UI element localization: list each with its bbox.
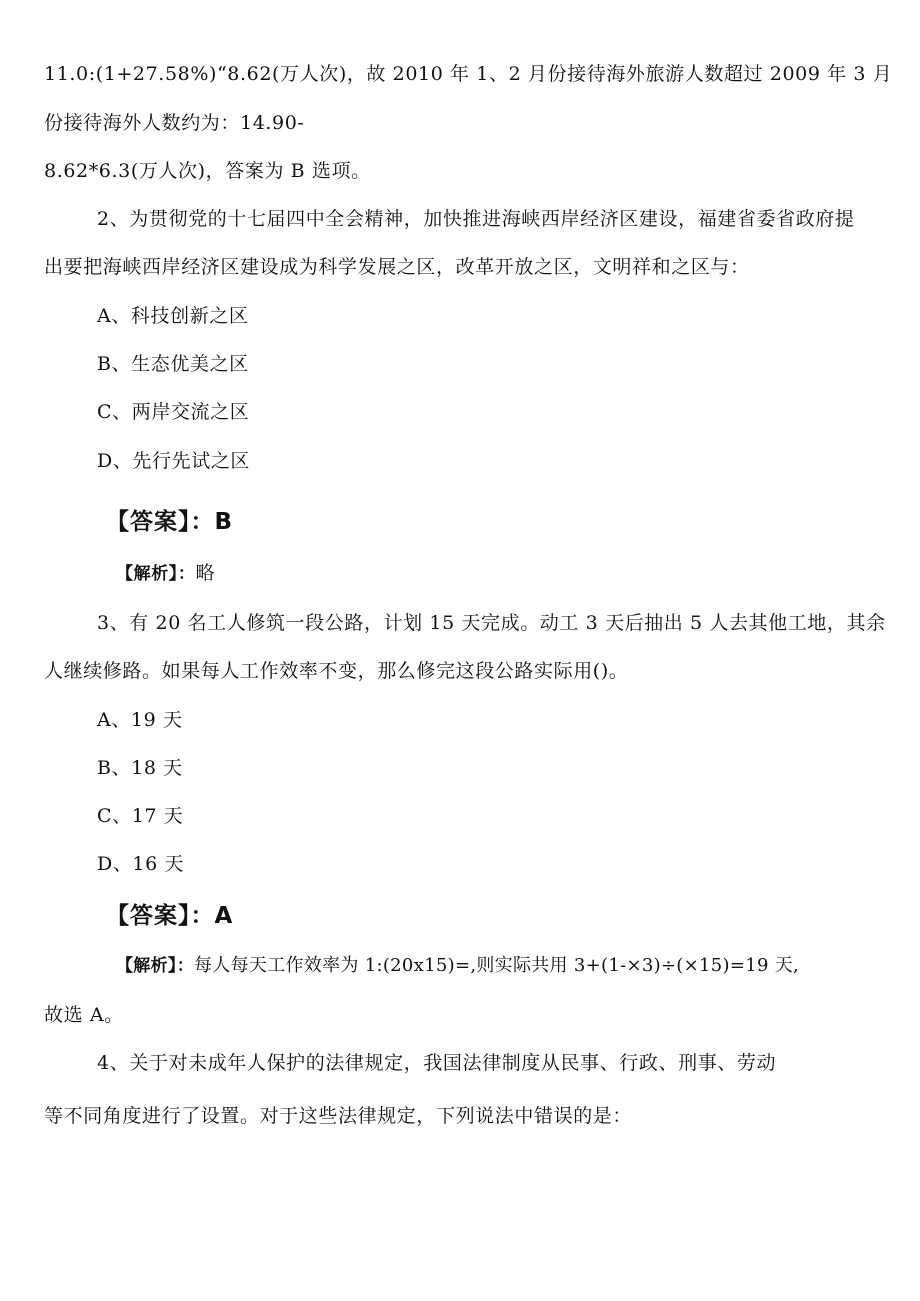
- q1-continuation-line-2: 份接待海外人数约为：14.90-: [44, 112, 305, 134]
- q2-answer-value: B: [214, 509, 234, 535]
- q3-explanation-label: 【解析】：: [116, 956, 194, 976]
- q3-option-d: D、16 天: [97, 853, 185, 875]
- q4-stem-line-2: 等不同角度进行了设置。对于这些法律规定，下列说法中错误的是：: [44, 1105, 633, 1127]
- q1-continuation-line-1: 11.0:(1+27.58%)“8.62(万人次)，故 2010 年 1、2 月份接待海外旅游人数超过 2009 年 3 月: [44, 63, 893, 85]
- q3-stem-line-1: 3、有 20 名工人修筑一段公路，计划 15 天完成。动工 3 天后抽出 5 人去其他工地，其余: [97, 612, 886, 634]
- q3-answer-value: A: [214, 903, 234, 929]
- q3-answer: [106, 902, 233, 930]
- q3-explanation-text: 每人每天工作效率为 1:(20x15)=,则实际共用 3+(1-×3)÷(×15)=19 天,: [194, 955, 800, 976]
- q3-option-b: B、18 天: [97, 757, 183, 779]
- q2-stem-line-2: 出要把海峡西岸经济区建设成为科学发展之区，改革开放之区，文明祥和之区与：: [44, 256, 750, 278]
- q2-explanation: [116, 561, 215, 586]
- q2-explanation-label: 【解析】：: [116, 564, 196, 584]
- q2-answer: [106, 508, 233, 536]
- q3-stem-line-2: 人继续修路。如果每人工作效率不变，那么修完这段公路实际用()。: [44, 660, 629, 682]
- q1-continuation-line-3: 8.62*6.3(万人次)，答案为 B 选项。: [44, 160, 371, 182]
- q3-option-a: A、19 天: [97, 709, 183, 731]
- q2-answer-label: 【答案】：: [106, 509, 215, 535]
- q2-option-d: D、先行先试之区: [97, 450, 251, 472]
- q3-answer-label: 【答案】：: [106, 903, 215, 929]
- q3-explanation-line-1: [116, 954, 799, 978]
- q3-explanation-line-2: 故选 A。: [44, 1004, 124, 1026]
- q2-option-c: C、两岸交流之区: [97, 401, 250, 423]
- q2-option-a: A、科技创新之区: [97, 305, 249, 327]
- q2-option-b: B、生态优美之区: [97, 353, 249, 375]
- q2-stem-line-1: 2、为贯彻党的十七届四中全会精神，加快推进海峡西岸经济区建设，福建省委省政府提: [97, 208, 855, 230]
- q3-option-c: C、17 天: [97, 805, 184, 827]
- q2-explanation-text: 略: [195, 562, 216, 584]
- q4-stem-line-1: 4、关于对未成年人保护的法律规定，我国法律制度从民事、行政、刑事、劳动: [97, 1052, 777, 1074]
